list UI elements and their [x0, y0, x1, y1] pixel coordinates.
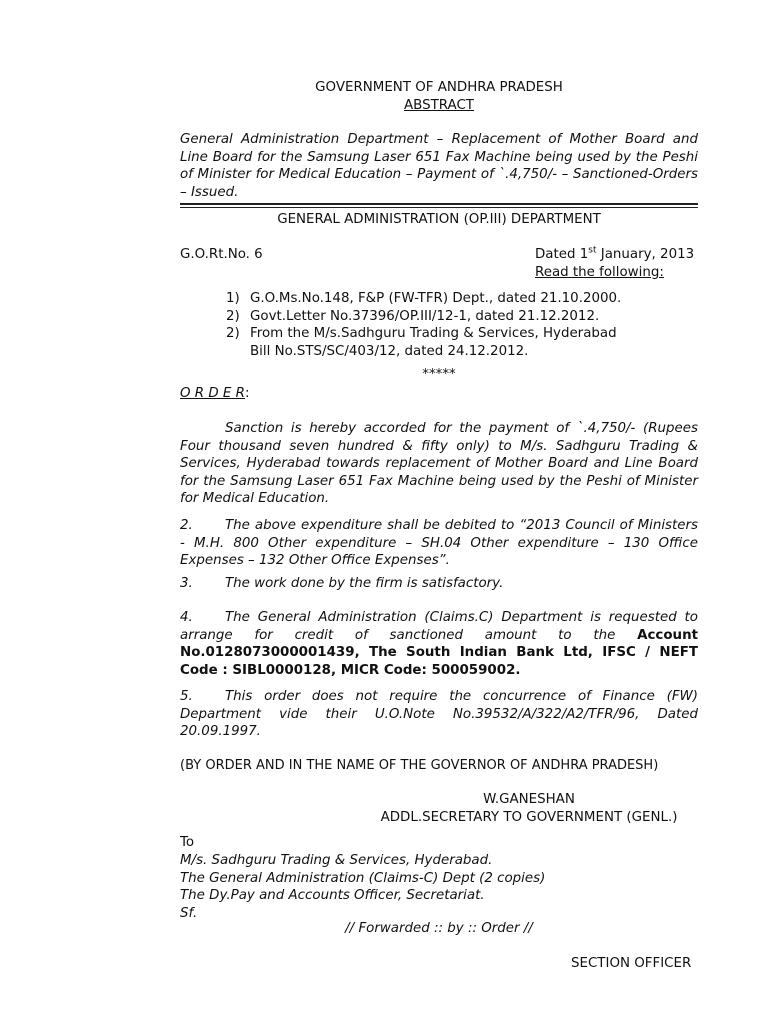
government-heading: GOVERNMENT OF ANDHRA PRADESH [315, 80, 563, 95]
signatory-name: W.GANESHAN [483, 792, 575, 807]
order-date [535, 246, 694, 264]
reference-num: 2) [226, 326, 240, 341]
order-heading [180, 385, 249, 403]
reference-num: 1) [226, 291, 240, 306]
paragraph-2 [180, 517, 698, 570]
subject-paragraph: General Administration Department – Replacement of Mother Board and Line Board for the Samsung Laser 651 Fax Machine being used by the Peshi of Minister for Medical Education – Payment of `.4,750/- – Sanctioned-Orders – Issued. [180, 132, 698, 200]
paragraph-2-num: 2. [180, 518, 193, 533]
order-heading-colon: : [244, 386, 250, 401]
paragraph-1: Sanction is hereby accorded for the payment of `.4,750/- (Rupees Four thousand seven hundred & fifty only) to M/s. Sadhguru Trading & Services, Hyderabad towards replacement of Mother Board and Line Board for the Samsung Laser 651 Fax Machine being used by the Peshi of Minister for Medical Education. [180, 421, 698, 506]
forwarded-line: // Forwarded :: by :: Order // [345, 921, 533, 936]
paragraph-5 [180, 688, 698, 741]
recipient-line: Sf. [180, 905, 198, 921]
recipient-line: M/s. Sadhguru Trading & Services, Hyderabad. [180, 853, 493, 868]
reference-text: From the M/s.Sadhguru Trading & Services, Hyderabad Bill No.STS/SC/403/12, dated 24.12.2012. [250, 326, 617, 359]
reference-num: 2) [226, 308, 240, 324]
recipient-line: The Dy.Pay and Accounts Officer, Secretariat. [180, 888, 485, 903]
paragraph-3-num: 3. [180, 576, 193, 591]
paragraph-4-text: The General Administration (Claims.C) Department is requested to arrange for credit of sanctioned amount to the [180, 610, 698, 643]
reference-text: G.O.Ms.No.148, F&P (FW-TFR) Dept., dated 21.10.2000. [250, 291, 622, 306]
recipient-list [180, 852, 660, 922]
reference-text: Govt.Letter No.37396/OP.III/12-1, dated 21.12.2012. [250, 308, 600, 324]
separator-stars: ***** [422, 367, 456, 382]
date-suffix: January, 2013 [596, 247, 695, 262]
governor-line: (BY ORDER AND IN THE NAME OF THE GOVERNOR OF ANDHRA PRADESH) [180, 758, 659, 773]
go-number: G.O.Rt.No. 6 [180, 247, 263, 262]
paragraph-5-num: 5. [180, 689, 193, 704]
abstract-heading: ABSTRACT [403, 98, 474, 113]
read-following: Read the following: [535, 265, 664, 280]
reference-item [226, 308, 626, 326]
divider-rule-thick [180, 203, 698, 205]
paragraph-5-text: This order does not require the concurrence of Finance (FW) Department vide their U.O.Note No.39532/A/322/A2/TFR/96, Dated 20.09.1997. [180, 689, 698, 739]
reference-item [226, 290, 626, 308]
date-ordinal: st [588, 245, 597, 256]
paragraph-3 [180, 575, 698, 593]
recipient-line: The General Administration (Claims-C) Dept (2 copies) [180, 870, 546, 886]
account-details: Account No.0128073000001439, The South Indian Bank Ltd, IFSC / NEFT Code : SIBL0000128, MICR Code: 500059002. [180, 627, 698, 678]
reference-list [226, 290, 626, 360]
section-officer: SECTION OFFICER [571, 956, 692, 971]
divider-rule-thin [180, 207, 698, 208]
order-heading-text: O R D E R [180, 386, 245, 401]
paragraph-4-num: 4. [180, 610, 193, 625]
paragraph-4 [180, 609, 698, 679]
reference-item [226, 325, 626, 360]
paragraph-2-text: The above expenditure shall be debited to “2013 Council of Ministers - M.H. 800 Other expenditure – SH.04 Other expenditure – 130 Office Expenses – 132 Other Office Expenses”. [180, 518, 698, 568]
paragraph-3-text: The work done by the firm is satisfactory. [225, 576, 504, 591]
signatory-designation: ADDL.SECRETARY TO GOVERNMENT (GENL.) [380, 810, 678, 825]
date-prefix: Dated 1 [535, 247, 589, 262]
to-label: To [180, 835, 195, 850]
department-title: GENERAL ADMINISTRATION (OP.III) DEPARTMENT [277, 212, 601, 227]
